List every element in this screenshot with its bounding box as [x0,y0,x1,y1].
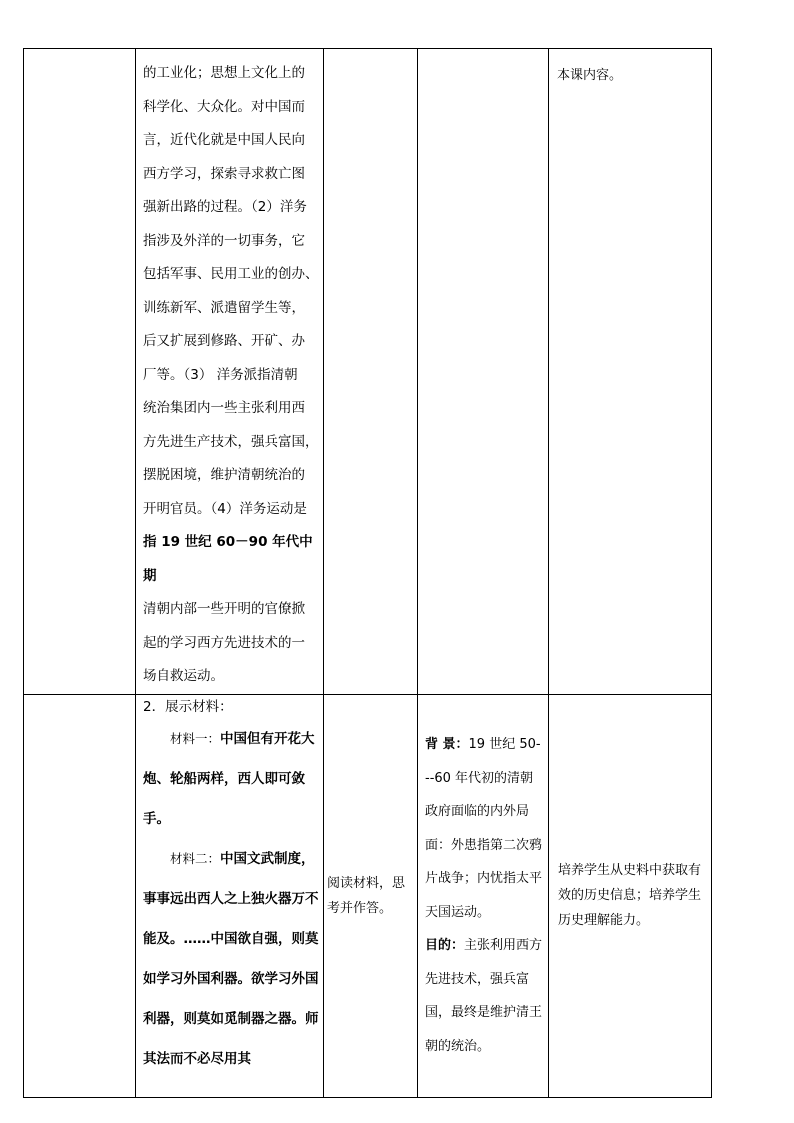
row2-col4-cell [418,694,549,1097]
text-line: 西方学习，探索寻求救亡图 [143,165,305,182]
row2-col2-text [136,695,323,1079]
row1-col4-cell [418,49,549,695]
text-line: 厂等。（3） 洋务派指清朝 [143,366,298,383]
background-label: 背 景： [425,737,469,752]
text-line: 摆脱困境，维护清朝统治的 [143,467,305,483]
text-line: 训练新军、派遣留学生等， [143,299,305,316]
text-line: 场自救运动。 [143,668,224,684]
table-row [24,49,712,695]
text-line: 清朝内部一些开明的官僚掀 [143,601,305,617]
row2-col2-cell [136,694,324,1097]
material-1-label: 材料一： [170,730,221,746]
text-line: 言，近代化就是中国人民向 [143,132,305,148]
materials-heading: 2．展示材料： [143,698,233,715]
row1-col2-text [136,49,323,694]
row2-col5-cell [549,694,712,1097]
background-text: 19 世纪 50---60 年代初的清朝政府面临的内外局面：外患指第二次鸦片战争；内忧指太平天国运动。 [425,737,543,920]
row1-col5-cell [549,49,712,695]
table-row [24,694,712,1097]
text-line: 开明官员。（4）洋务运动是 [143,500,307,517]
text-line: 的工业化；思想上文化上的 [143,65,305,81]
row1-col2-cell [136,49,324,695]
row1-col5-text: 本课内容。 [557,68,623,83]
text-line: 方先进生产技术，强兵富国， [143,433,319,450]
text-line: 起的学习西方先进技术的一 [143,634,305,651]
material-1-text: 中国但有开花大炮、轮船两样，西人即可敛手。 [143,730,315,827]
material-2-text: 中国文武制度，事事远出西人之上独火器万不能及。……中国欲自强，则莫如学习外国利器。欲学习外国利器，则莫如觅制器之器。师其法而不必尽用其 [143,850,319,1067]
row2-col5-text: 培养学生从史料中获取有效的历史信息；培养学生历史理解能力。 [558,863,702,928]
material-2 [143,839,319,1079]
purpose-text: 主张利用西方先进技术，强兵富国，最终是维护清王朝的统治。 [425,938,543,1054]
row2-col4-text [418,728,548,1063]
row1-col3-cell [324,49,418,695]
row2-col3-text: 阅读材料，思考并作答。 [327,875,406,916]
text-line: 统治集团内一些主张利用西 [143,400,305,416]
text-line: 指涉及外洋的一切事务，它 [143,232,305,249]
row1-col1-cell [24,49,136,695]
text-line: 强新出路的过程。（2）洋务 [143,199,307,215]
row2-col1-cell [24,694,136,1097]
lesson-plan-table [23,48,712,1098]
text-line: 科学化、大众化。对中国而 [143,98,305,115]
material-2-label: 材料二： [170,850,221,866]
purpose-label: 目的： [425,938,465,953]
material-1 [143,719,319,839]
text-line: 包括军事、民用工业的创办、 [143,266,319,282]
text-line: 指 19 世纪 60－90 年代中期 [143,534,313,584]
row2-col3-cell [324,694,418,1097]
text-line: 后又扩展到修路、开矿、办 [143,333,305,349]
